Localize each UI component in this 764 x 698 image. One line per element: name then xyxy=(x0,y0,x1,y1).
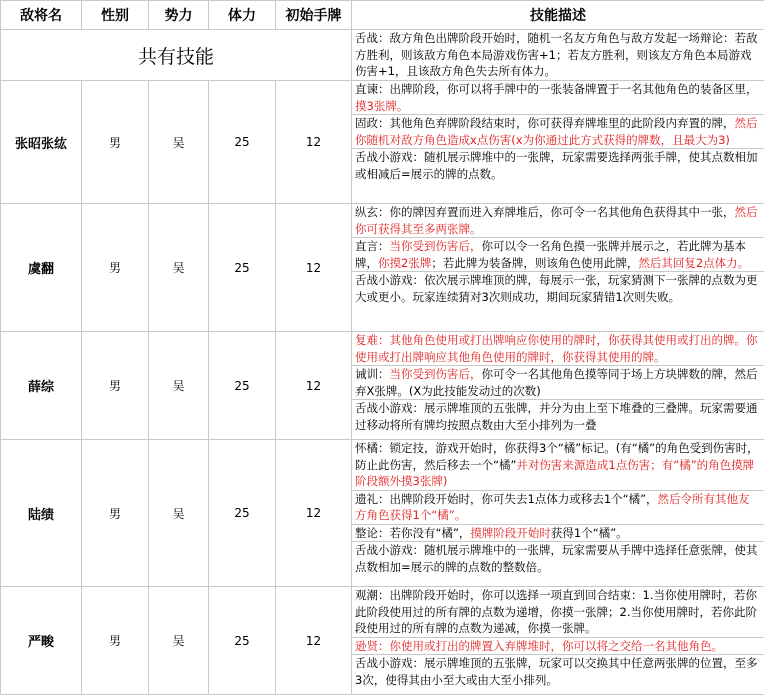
cards-cell: 12 xyxy=(276,81,352,204)
hp-cell: 25 xyxy=(209,440,276,587)
header-enemy: 敌将名 xyxy=(1,1,82,30)
highlight-text: 摸牌阶段开始时 xyxy=(470,525,551,540)
shared-row xyxy=(1,30,764,81)
hp-cell: 25 xyxy=(209,587,276,695)
cards-cell: 12 xyxy=(276,440,352,587)
skill-description xyxy=(352,440,764,587)
skill-text: 你可令一名其他角色摸等同于场上方块牌数的牌，然后弃X张牌。(X为此技能发动过的次数) xyxy=(355,367,758,398)
skill-entry xyxy=(352,204,764,238)
header-row xyxy=(1,1,764,30)
highlight-text: 当你受到伤害后， xyxy=(389,239,482,253)
gender-cell: 男 xyxy=(82,440,149,587)
faction-cell: 吴 xyxy=(149,332,209,440)
hp-cell: 25 xyxy=(209,204,276,332)
shared-skill xyxy=(352,30,764,81)
general-row xyxy=(1,81,764,204)
highlight-text: 复难：其他角色使用或打出牌响应你使用的牌时，你获得其使用或打出的牌。你使用或打出牌响应其他角色使用的牌时，你获得其使用的牌。 xyxy=(355,333,758,364)
skill-text: 观潮：出牌阶段开始时，你可以选择一项直到回合结束：1.当你使用牌时，若你此阶段使用过的所有牌的点数为递增，你摸一张牌；2.当你使用牌时，若你此阶段使用过的所有牌的点数为递减，你摸一张牌。 xyxy=(355,588,757,635)
highlight-text: 然后令所有其他友方角色获得1个“橘”。 xyxy=(355,491,750,522)
skill-entry xyxy=(352,542,764,575)
cards-cell: 12 xyxy=(276,204,352,332)
skill-text: 舌战小游戏：依次展示牌堆顶的牌，每展示一张，玩家猜测下一张牌的点数为更大或更小。玩家连续猜对3次则成功，期间玩家猜错1次则失败。 xyxy=(355,273,758,304)
skill-entry xyxy=(352,638,764,656)
skill-entry xyxy=(352,440,764,491)
skill-text: 舌战小游戏：随机展示牌堆中的一张牌，玩家需要选择两张手牌，使其点数相加或相减后=展示的牌的点数。 xyxy=(355,150,758,181)
skill-entry xyxy=(352,238,764,272)
skill-text: 你可以令一名角色摸一张牌并展示之，若此牌为基本牌， xyxy=(355,239,746,270)
skill-entry xyxy=(352,491,764,525)
skill-text: 诫训： xyxy=(355,367,390,381)
skill-entry xyxy=(352,149,764,182)
skill-description xyxy=(352,81,764,204)
skill-text: 舌战小游戏：展示牌堆顶的五张牌，玩家可以交换其中任意两张牌的位置，至多3次，使得其由小至大或由大至小排列。 xyxy=(355,656,758,687)
gender-cell: 男 xyxy=(82,587,149,695)
highlight-text: 摸3张牌。 xyxy=(355,98,409,113)
hp-cell: 25 xyxy=(209,332,276,440)
shared-skill-text xyxy=(352,30,764,80)
general-row xyxy=(1,204,764,332)
highlight-text: 当你受到伤害后， xyxy=(389,367,482,381)
shared-title: 共有技能 xyxy=(1,30,352,81)
skill-entry xyxy=(352,525,764,543)
skill-entry xyxy=(352,400,764,433)
enemy-name: 虞翻 xyxy=(1,204,82,332)
skill-entry xyxy=(352,655,764,688)
header-faction: 势力 xyxy=(149,1,209,30)
skill-text: 获得1个“橘”。 xyxy=(550,525,628,540)
header-cards: 初始手牌 xyxy=(276,1,352,30)
gender-cell: 男 xyxy=(82,332,149,440)
cards-cell: 12 xyxy=(276,587,352,695)
gender-cell: 男 xyxy=(82,81,149,204)
hp-cell: 25 xyxy=(209,81,276,204)
skill-entry xyxy=(352,115,764,149)
skill-description xyxy=(352,587,764,695)
faction-cell: 吴 xyxy=(149,440,209,587)
skill-entry xyxy=(352,272,764,305)
general-row xyxy=(1,587,764,695)
enemy-name: 陆绩 xyxy=(1,440,82,587)
skill-entry xyxy=(352,587,764,638)
skill-text: 怀橘：锁定技，游戏开始时，你获得3个“橘”标记。(有“橘”的角色受到伤害时，防止此伤害，然后移去一个“橘” xyxy=(355,441,759,472)
skill-text: ；若此牌为装备牌，则该角色使用此牌， xyxy=(431,255,639,270)
highlight-text: 并对伤害来源造成1点伤害；有“橘”的角色摸牌阶段额外摸3张牌) xyxy=(355,457,755,488)
highlight-text: 逊贤：你使用或打出的牌置入弃牌堆时，你可以将之交给一名其他角色。 xyxy=(355,638,723,653)
highlight-text: 然后你随机对敌方角色造成x点伤害(x为你通过此方式获得的牌数，且最大为3) xyxy=(355,116,758,147)
highlight-text: 然后其回复2点体力。 xyxy=(638,255,750,270)
header-gender: 性别 xyxy=(82,1,149,30)
skill-text: 舌战小游戏：随机展示牌堆中的一张牌，玩家需要从手牌中选择任意张牌，使其点数相加=展示的牌的点数的整数倍。 xyxy=(355,543,758,574)
enemy-name: 张昭张纮 xyxy=(1,81,82,204)
cards-cell: 12 xyxy=(276,332,352,440)
highlight-text: 你摸2张牌 xyxy=(378,255,432,270)
skill-text: 直言： xyxy=(355,239,390,253)
skill-text: 遗礼：出牌阶段开始时，你可失去1点体力或移去1个“橘”， xyxy=(355,491,658,506)
general-row xyxy=(1,332,764,440)
skill-entry xyxy=(352,332,764,366)
faction-cell: 吴 xyxy=(149,587,209,695)
general-row xyxy=(1,440,764,587)
skill-text: 舌战小游戏：展示牌堆顶的五张牌，并分为由上至下堆叠的三叠牌。玩家需要通过移动将所有牌均按照点数由大至小排列为一叠 xyxy=(355,401,758,432)
header-skills: 技能描述 xyxy=(352,1,764,30)
skill-text: 直谏：出牌阶段，你可以将手牌中的一张装备牌置于一名其他角色的装备区里， xyxy=(355,82,758,96)
skill-description xyxy=(352,332,764,440)
highlight-text: 然后你可获得其至多两张牌。 xyxy=(355,205,758,236)
skill-text: 舌战：敌方角色出牌阶段开始时，随机一名友方角色与敌方发起一场辩论：若敌方胜利，则该敌方角色本局游戏伤害+1；若友方胜利，则该友方角色本局游戏伤害+1，且该敌方角色失去所有体力。 xyxy=(355,31,758,78)
skill-entry xyxy=(352,366,764,400)
skill-text: 固政：其他角色弃牌阶段结束时，你可获得弃牌堆里的此阶段内弃置的牌， xyxy=(355,116,735,130)
skill-description xyxy=(352,204,764,332)
header-hp: 体力 xyxy=(209,1,276,30)
skill-text: 整论：若你没有“橘”， xyxy=(355,525,471,540)
faction-cell: 吴 xyxy=(149,81,209,204)
enemy-name: 薛综 xyxy=(1,332,82,440)
gender-cell: 男 xyxy=(82,204,149,332)
skill-text: 纵玄：你的牌因弃置而进入弃牌堆后，你可令一名其他角色获得其中一张， xyxy=(355,205,735,219)
enemy-name: 严畯 xyxy=(1,587,82,695)
faction-cell: 吴 xyxy=(149,204,209,332)
skill-entry xyxy=(352,81,764,115)
